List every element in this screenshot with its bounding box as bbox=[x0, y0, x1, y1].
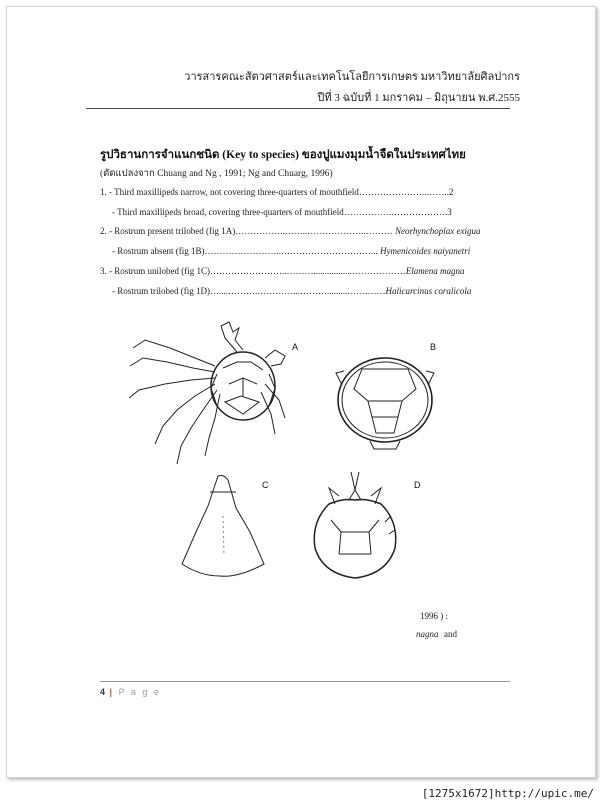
crab-whole-body-drawing bbox=[125, 318, 295, 468]
header-rule bbox=[86, 108, 510, 109]
issue-header: ปีที่ 3 ฉบับที่ 1 มกราคม – มิถุนายน พ.ศ.2555 bbox=[317, 92, 520, 104]
section-title: รูปวิธานการจำแนกชนิด (Key to species) ของปูแมงมุมน้ำจืดในประเทศไทย bbox=[100, 149, 466, 161]
carapace-b-drawing bbox=[330, 355, 440, 455]
abdomen-c-drawing bbox=[178, 472, 268, 582]
journal-header: วารสารคณะสัตวศาสตร์และเทคโนโลยีการเกษตร มหาวิทยาลัยศิลปากร bbox=[184, 71, 520, 83]
page-footer bbox=[100, 687, 161, 697]
footer-rule bbox=[100, 681, 510, 682]
species-name: Hymenicoides naiyanetri bbox=[380, 246, 471, 256]
key-line-6-text: - Rostrum trilobed (fig 1D)…....……….…………...……….........…….…… bbox=[112, 286, 386, 296]
and-fragment: and bbox=[444, 629, 457, 639]
figure-label-b: B bbox=[430, 342, 437, 352]
page-word: P a g e bbox=[118, 687, 161, 697]
figure-label-d: D bbox=[414, 480, 421, 490]
year-fragment: 1996 ) : bbox=[420, 611, 448, 621]
page-number: 4 bbox=[100, 687, 106, 697]
species-name: Elamena magna bbox=[405, 266, 465, 276]
footer-separator: | bbox=[109, 687, 115, 697]
image-host-watermark: [1275x1672]http://upic.me/ bbox=[421, 787, 594, 800]
key-line-1 bbox=[100, 187, 473, 197]
source-note: (ดัดแปลงจาก Chuang and Ng , 1991; Ng and Chuarg, 1996) bbox=[100, 169, 333, 179]
species-fragment: nagna bbox=[416, 629, 439, 639]
key-line-6 bbox=[112, 286, 481, 296]
key-line-4 bbox=[112, 246, 476, 256]
figure-label-c: C bbox=[262, 480, 269, 490]
key-line-2-text: - Third maxillipeds broad, covering three-quarters of mouthfield…………….……………….3 bbox=[112, 207, 452, 217]
key-line-3 bbox=[100, 226, 481, 236]
key-line-5-text: 3. - Rostrum unilobed (fig 1C)……………………..……….................……………… bbox=[100, 266, 406, 276]
figure-label-a: A bbox=[292, 342, 299, 352]
key-line-5 bbox=[100, 266, 476, 276]
key-line-3-text: 2. - Rostrum present trilobed (fig 1A)……………..……..………………..……… bbox=[100, 226, 395, 236]
species-name: Neorhynchoplax exigua bbox=[394, 226, 481, 236]
carapace-d-drawing bbox=[305, 470, 405, 585]
document-page bbox=[6, 6, 596, 778]
species-name: Halicarcinus coralicola bbox=[385, 286, 472, 296]
key-line-4-text: - Rostrum absent (fig 1B)……………………..…………………………... bbox=[112, 246, 380, 256]
key-line-1-text: 1. - Third maxillipeds narrow, not covering three-quarters of mouthfield…………………..……..2 bbox=[100, 187, 454, 197]
key-line-2 bbox=[112, 207, 473, 217]
